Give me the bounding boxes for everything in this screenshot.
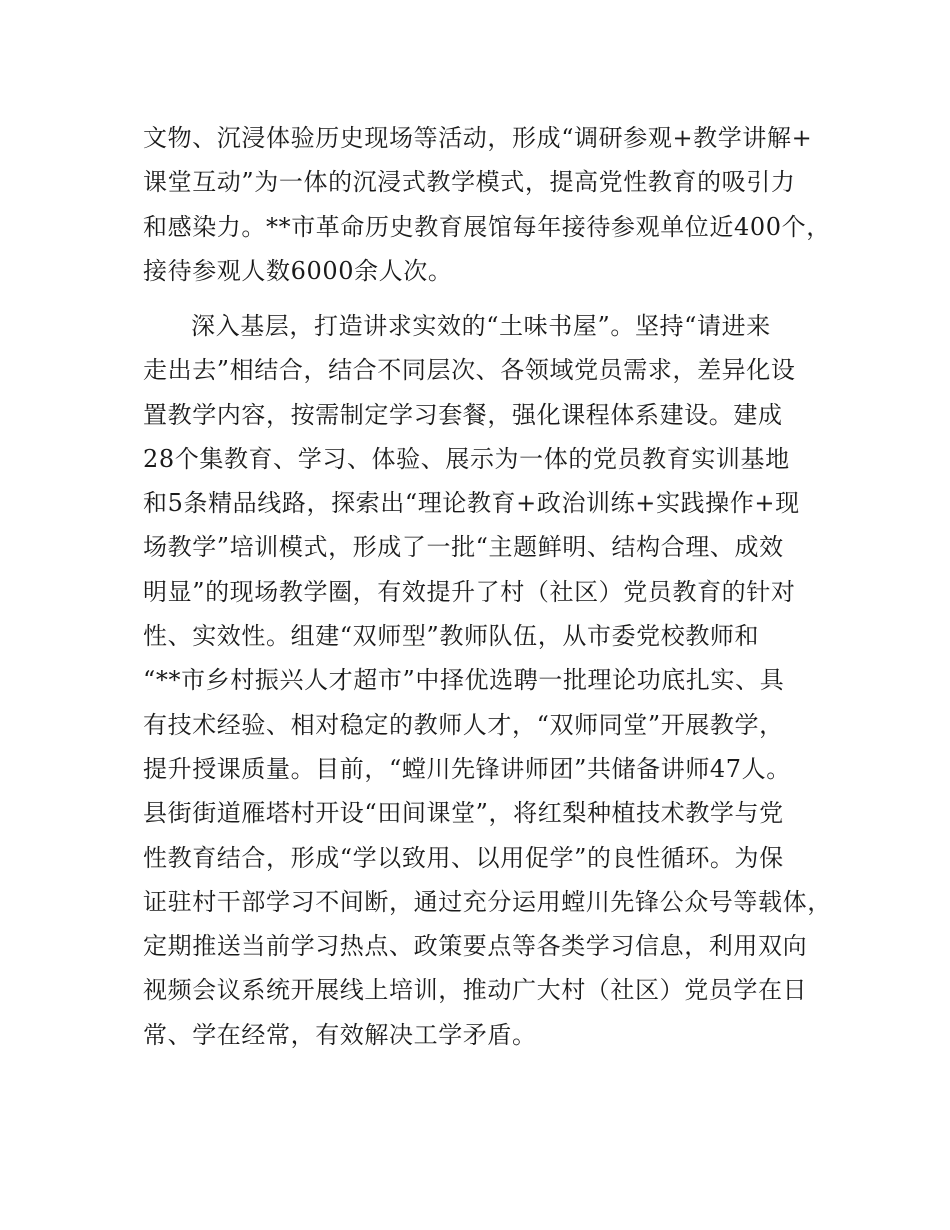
paragraph-1 [143, 116, 831, 293]
paragraph-1-line: 课堂互动”为一体的沉浸式教学模式，提高党性教育的吸引力 [143, 168, 796, 197]
paragraph-2-line: 提升授课质量。目前，“螳川先锋讲师团”共储备讲师47人。 [143, 754, 791, 783]
paragraph-1-line: 和感染力。**市革命历史教育展馆每年接待参观单位近400个， [143, 212, 831, 241]
paragraph-2 [143, 304, 832, 1057]
paragraph-2-line: 明显”的现场教学圈，有效提升了村（社区）党员教育的针对 [143, 577, 796, 606]
paragraph-2-line: 28个集教育、学习、体验、展示为一体的党员教育实训基地 [143, 444, 790, 473]
paragraph-2-line: 和5条精品线路，探索出“理论教育+政治训练+实践操作+现 [143, 489, 800, 518]
paragraph-2-line: 定期推送当前学习热点、政策要点等各类学习信息，利用双向 [143, 932, 808, 961]
paragraph-2-line: 视频会议系统开展线上培训，推动广大村（社区）党员学在日 [143, 976, 808, 1005]
paragraph-1-line: 文物、沉浸体验历史现场等活动，形成“调研参观+教学讲解+ [143, 124, 813, 152]
paragraph-2-line: 有技术经验、相对稳定的教师人才，“双师同堂”开展教学， [143, 710, 784, 739]
paragraph-2-line: 证驻村干部学习不间断，通过充分运用螳川先锋公众号等载体， [143, 887, 832, 916]
paragraph-2-line: 性、实效性。组建“双师型”教师队伍，从市委党校教师和 [143, 622, 760, 651]
paragraph-2-line: 走出去”相结合，结合不同层次、各领域党员需求，差异化设 [143, 356, 796, 385]
paragraph-2-line: 县街街道雁塔村开设“田间课堂”，将红梨种植技术教学与党 [143, 799, 784, 828]
paragraph-2-line: “**市乡村振兴人才超市”中择优选聘一批理论功底扎实、具 [143, 666, 785, 695]
paragraph-2-line: 性教育结合，形成“学以致用、以用促学”的良性循环。为保 [143, 843, 784, 872]
paragraph-1-line: 接待参观人数6000余人次。 [143, 256, 453, 285]
paragraph-2-line: 常、学在经常，有效解决工学矛盾。 [143, 1020, 537, 1049]
paragraph-2-line: 场教学”培训模式，形成了一批“主题鲜明、结构合理、成效 [143, 533, 784, 562]
paragraph-2-line: 置教学内容，按需制定学习套餐，强化课程体系建设。建成 [143, 400, 783, 429]
paragraph-2-line: 深入基层，打造讲求实效的“土味书屋”。坚持“请进来 [191, 312, 771, 340]
